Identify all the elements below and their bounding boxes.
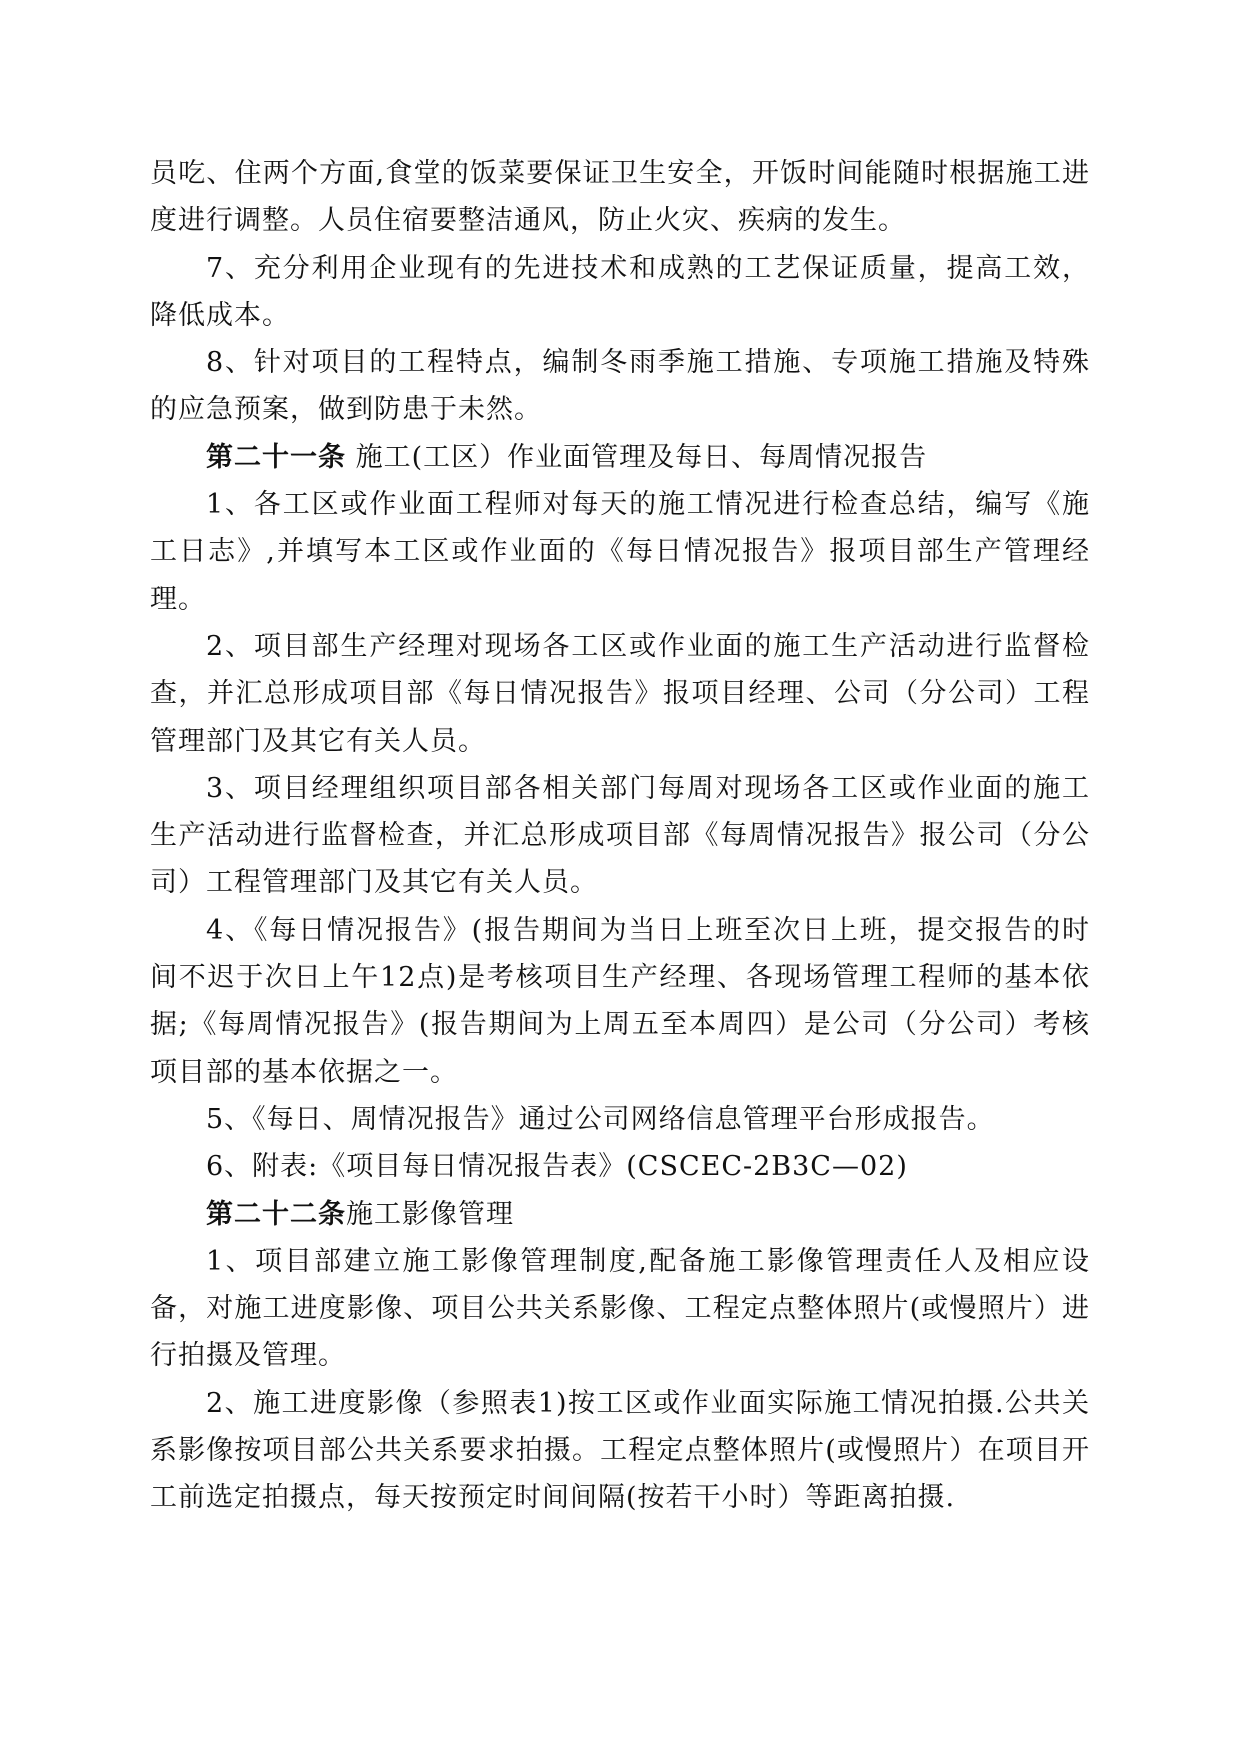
- paragraph-item-8: 8、针对项目的工程特点，编制冬雨季施工措施、专项施工措施及特殊的应急预案，做到防患于未然。: [150, 347, 1090, 426]
- article-21-item-4: 4、《每日情况报告》(报告期间为当日上班至次日上班，提交报告的时间不迟于次日上午12点)是考核项目生产经理、各现场管理工程师的基本依据;《每周情况报告》(报告期间为上周五至本周四）是公司（分公司）考核项目部的基本依据之一。: [150, 914, 1090, 1088]
- article-21-heading: [150, 434, 1090, 481]
- article-22-item-2: 2、施工进度影像（参照表1)按工区或作业面实际施工情况拍摄.公共关系影像按项目部公共关系要求拍摄。工程定点整体照片(或慢照片）在项目开工前选定拍摄点，每天按预定时间间隔(按若干小时）等距离拍摄.: [150, 1387, 1090, 1514]
- article-21-item-1: 1、各工区或作业面工程师对每天的施工情况进行检查总结，编写《施工日志》,并填写本工区或作业面的《每日情况报告》报项目部生产管理经理。: [150, 489, 1090, 615]
- article-21-item-2: 2、项目部生产经理对现场各工区或作业面的施工生产活动进行监督检查，并汇总形成项目部《每日情况报告》报项目经理、公司（分公司）工程管理部门及其它有关人员。: [150, 630, 1090, 757]
- article-21-title: 施工(工区）作业面管理及每日、每周情况报告: [346, 441, 928, 473]
- document-body: [150, 150, 1090, 1522]
- article-21-item-3: 3、项目经理组织项目部各相关部门每周对现场各工区或作业面的施工生产活动进行监督检查，并汇总形成项目部《每周情况报告》报公司（分公司）工程管理部门及其它有关人员。: [150, 772, 1090, 899]
- article-22-title: 施工影像管理: [346, 1198, 514, 1230]
- paragraph-continuation: 员吃、住两个方面,食堂的饭菜要保证卫生安全，开饭时间能随时根据施工进度进行调整。人员住宿要整洁通风，防止火灾、疾病的发生。: [150, 158, 1090, 237]
- article-21-number: 第二十一条: [206, 441, 346, 473]
- article-21-item-5: 5、《每日、周情况报告》通过公司网络信息管理平台形成报告。: [206, 1103, 995, 1135]
- article-22-item-1: 1、项目部建立施工影像管理制度,配备施工影像管理责任人及相应设备，对施工进度影像、项目公共关系影像、工程定点整体照片(或慢照片）进行拍摄及管理。: [150, 1245, 1090, 1372]
- paragraph-item-7: 7、充分利用企业现有的先进技术和成熟的工艺保证质量，提高工效，降低成本。: [150, 252, 1090, 331]
- article-21-item-6: 6、附表:《项目每日情况报告表》(CSCEC-2B3C—02): [206, 1151, 908, 1183]
- article-22-heading: [150, 1191, 1090, 1238]
- article-22-number: 第二十二条: [206, 1198, 346, 1230]
